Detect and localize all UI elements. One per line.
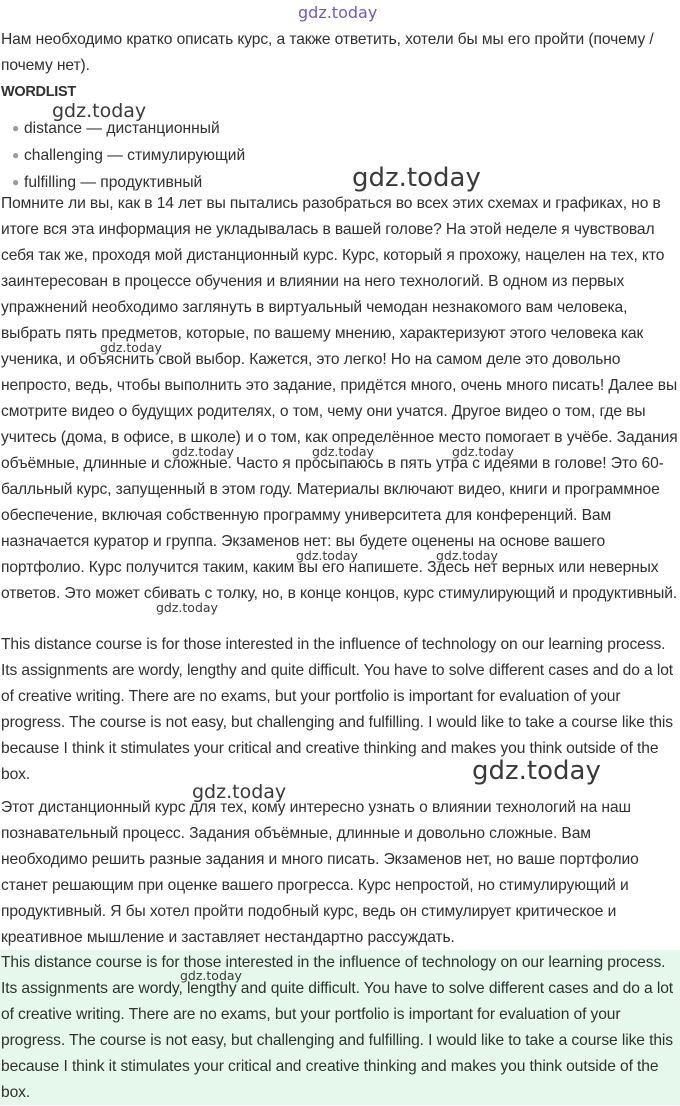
- bullet-icon: ●: [12, 121, 20, 135]
- task-description: Нам необходимо кратко описать курс, а также ответить, хотели бы мы его пройти (почему / почему нет).: [1, 31, 654, 74]
- bullet-icon: ●: [12, 148, 20, 162]
- watermark: gdz.today: [472, 756, 601, 786]
- wordlist-item: [0, 115, 245, 142]
- watermark: gdz.today: [452, 444, 514, 459]
- wordlist: [0, 115, 245, 196]
- wordlist-item-text: fulfilling — продуктивный: [24, 174, 203, 191]
- russian-translation-paragraph: Этот дистанционный курс для тех, кому интересно узнать о влиянии технологий на наш познавательный процесс. Задания объёмные, длинные и довольно сложные. Вам необходимо решить разные задания и много писать. Экзаменов нет, но ваше портфолио станет решающим при оценке вашего прогресса. Курс непростой, но стимулирующий и продуктивный. Я бы хотел пройти подобный курс, ведь он стимулирует критическое и креативное мышление и заставляет нестандартно рассуждать.: [1, 799, 639, 946]
- bullet-icon: ●: [12, 175, 20, 189]
- watermark: gdz.today: [52, 100, 147, 122]
- watermark: gdz.today: [296, 548, 358, 563]
- header-watermark: gdz.today: [298, 3, 378, 22]
- wordlist-heading: WORDLIST: [1, 84, 76, 100]
- wordlist-item-text: challenging — стимулирующий: [24, 147, 246, 164]
- watermark: gdz.today: [436, 548, 498, 563]
- watermark: gdz.today: [352, 163, 481, 193]
- watermark: gdz.today: [156, 600, 218, 615]
- watermark: gdz.today: [172, 444, 234, 459]
- wordlist-item-text: distance — дистанционный: [24, 120, 220, 137]
- highlighted-answer-paragraph: This distance course is for those interested in the influence of technology on our learning process. Its assignments are wordy, lengthy and quite difficult. You have to solve different cases and do a lot of creative writing. There are no exams, but your portfolio is important for evaluation of your progress. The course is not easy, but challenging and fulfilling. I would like to take a course like this because I think it stimulates your critical and creative thinking and makes you think outside of the box.: [0, 950, 680, 1105]
- watermark: gdz.today: [100, 340, 162, 355]
- russian-text-paragraph: Помните ли вы, как в 14 лет вы пытались разобраться во всех этих схемах и графиках, но в итоге вся эта информация не укладывалась в вашей голове? На этой неделе я чувствовал себя так же, проходя мой дистанционный курс. Курс, который я прохожу, нацелен на тех, кто заинтересован в процессе обучения и влиянии на него технологий. В одном из первых упражнений необходимо заглянуть в виртуальный чемодан незнакомого вам человека, выбрать пять предметов, которые, по вашему мнению, характеризуют этого человека как ученика, и объяснить свой выбор. Кажется, это легко! Но на самом деле это довольно непросто, ведь, чтобы выполнить это задание, придётся много, очень много писать! Далее вы смотрите видео о будущих родителях, о том, чему они учатся. Другое видео о том, где вы учитесь (дома, в офисе, в школе) и о том, как определённое место помогает в учёбе. Задания объёмные, длинные и сложные. Часто я просыпаюсь в пять утра с идеями в голове! Это 60-балльный курс, запущенный в этом году. Материалы включают видео, книги и программное обеспечение, включая собственную программу университета для конференций. Вам назначается куратор и группа. Экзаменов нет: вы будете оценены на основе вашего портфолио. Курс получится таким, каким вы его напишете. Здесь нет верных или неверных ответов. Это может сбивать с толку, но, в конце концов, курс стимулирующий и продуктивный.: [1, 195, 678, 602]
- wordlist-item: [0, 142, 245, 169]
- watermark: gdz.today: [192, 781, 287, 803]
- english-answer-paragraph: This distance course is for those interested in the influence of technology on our learning process. Its assignments are wordy, lengthy and quite difficult. You have to solve different cases and do a lot of creative writing. There are no exams, but your portfolio is important for evaluation of your progress. The course is not easy, but challenging and fulfilling. I would like to take a course like this because I think it stimulates your critical and creative thinking and makes you think outside of the box.: [1, 636, 674, 783]
- watermark: gdz.today: [180, 968, 242, 983]
- watermark: gdz.today: [312, 444, 374, 459]
